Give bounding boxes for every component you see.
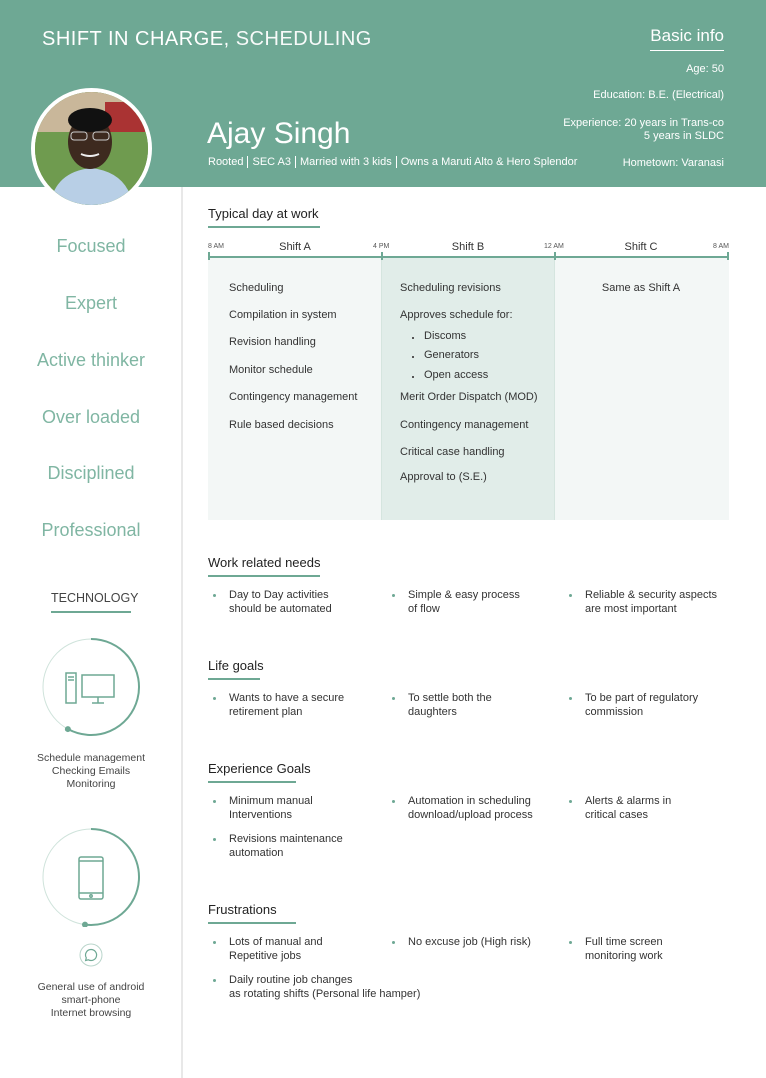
timeline-tick — [554, 252, 556, 260]
usage-line: Schedule management — [37, 752, 145, 764]
list-item-line: Minimum manual — [229, 795, 313, 807]
technology-heading: TECHNOLOGY — [51, 591, 131, 613]
list-item — [585, 588, 717, 616]
trait-4: Disciplined — [47, 463, 135, 483]
usage-dot — [82, 922, 88, 927]
list-item-line: Repetitive jobs — [229, 950, 302, 962]
shift-b-task: Scheduling revisions — [400, 282, 501, 294]
timeline-tick — [727, 252, 729, 260]
list-item — [229, 691, 344, 719]
persona-tags — [208, 156, 577, 168]
tag: SEC A3 — [247, 156, 291, 168]
desktop-computer-icon — [66, 673, 114, 703]
list-item-line: Daily routine job changes — [229, 974, 353, 986]
list-item-line: Automation in scheduling — [408, 795, 531, 807]
section-heading: Work related needs — [208, 555, 320, 577]
trait-2: Active thinker — [36, 350, 146, 370]
shift-a-task: Scheduling — [229, 282, 284, 294]
whatsapp-icon — [79, 943, 103, 967]
list-item-line: Reliable & security aspects — [585, 589, 718, 601]
usage-line: General use of android — [37, 981, 145, 993]
usage-line: Internet browsing — [50, 1007, 132, 1019]
list-item-line: Interventions — [229, 809, 292, 821]
time-label: 8 AM — [713, 243, 729, 250]
usage-arc — [68, 639, 139, 735]
shift-b-subtask: Open access — [424, 369, 489, 381]
list-item — [585, 794, 671, 822]
list-item — [408, 935, 531, 949]
usage-arc — [85, 829, 139, 925]
list-item-line: Lots of manual and — [229, 936, 323, 948]
section-heading: Experience Goals — [208, 761, 296, 783]
list-item-line: To settle both the — [408, 692, 492, 704]
age: Age: 50 — [686, 63, 724, 75]
trait-3: Over loaded — [41, 407, 141, 427]
shift-b-task: Approves schedule for: — [400, 309, 513, 321]
shift-c-panel — [555, 257, 729, 520]
shift-a-task: Compilation in system — [229, 309, 337, 321]
list-item — [229, 935, 323, 963]
section-heading: Life goals — [208, 658, 260, 680]
list-item — [585, 691, 698, 719]
list-item-line: daughters — [408, 706, 457, 718]
shift-a-task: Contingency management — [229, 391, 358, 403]
tag: Owns a Maruti Alto & Hero Splendor — [396, 156, 578, 168]
list-item — [408, 588, 520, 616]
list-item — [585, 935, 663, 963]
shift-c-task: Same as Shift A — [601, 282, 681, 294]
usage-line: Checking Emails — [51, 765, 131, 777]
time-label: 4 PM — [373, 243, 390, 250]
list-item-line: No excuse job (High risk) — [408, 936, 531, 948]
hometown: Hometown: Varanasi — [622, 157, 724, 169]
shift-a-task: Monitor schedule — [229, 364, 313, 376]
usage-line: Monitoring — [66, 778, 116, 790]
shift-a-task: Revision handling — [229, 336, 316, 348]
shift-label: Shift C — [624, 241, 658, 253]
list-item-line: of flow — [408, 603, 440, 615]
shift-b-task: Critical case handling — [400, 446, 505, 458]
list-item-line: download/upload process — [408, 809, 533, 821]
list-item — [229, 832, 343, 860]
experience-sldc: 5 years in SLDC — [643, 130, 724, 142]
list-item-line: are most important — [585, 603, 677, 615]
list-item-line: Alerts & alarms in — [585, 795, 672, 807]
persona-name: Ajay Singh — [207, 117, 351, 150]
list-item-line: should be automated — [229, 603, 332, 615]
shift-b-subtask: Generators — [424, 349, 480, 361]
tag: Married with 3 kids — [295, 156, 392, 168]
trait-1: Expert — [64, 293, 118, 313]
list-item-line: Day to Day activities — [229, 589, 329, 601]
shift-b-task: Merit Order Dispatch (MOD) — [400, 391, 538, 403]
list-item-line: retirement plan — [229, 706, 303, 718]
list-item-line: Revisions maintenance — [229, 833, 343, 845]
timeline-axis — [208, 256, 728, 258]
list-item-line: critical cases — [585, 809, 648, 821]
section-heading: Frustrations — [208, 902, 296, 924]
list-item-line: commission — [585, 706, 644, 718]
section-heading-typical-day: Typical day at work — [208, 206, 320, 228]
shift-a-panel — [208, 257, 381, 520]
list-item — [408, 691, 492, 719]
list-item-line: monitoring work — [585, 950, 663, 962]
list-item — [408, 794, 533, 822]
list-item — [229, 973, 420, 1001]
shift-b-subtask: Discoms — [424, 330, 467, 342]
usage-line: smart-phone — [61, 994, 121, 1006]
tag: Rooted — [208, 156, 244, 168]
education: Education: B.E. (Electrical) — [593, 89, 724, 101]
usage-dot — [65, 726, 71, 732]
list-item-line: To be part of regulatory — [585, 692, 699, 704]
shift-label: Shift A — [279, 241, 311, 253]
list-item — [229, 588, 332, 616]
shift-a-task: Rule based decisions — [229, 419, 334, 431]
list-item-line: Simple & easy process — [408, 589, 520, 601]
role-title: SHIFT IN CHARGE, — [42, 28, 230, 50]
timeline-tick — [381, 252, 383, 260]
tech-usage-computer — [0, 752, 182, 791]
trait-0: Focused — [56, 236, 126, 256]
list-item-line: Wants to have a secure — [229, 692, 345, 704]
time-label: 12 AM — [544, 243, 564, 250]
smartphone-icon — [79, 857, 103, 899]
tech-usage-ring-computer — [41, 637, 141, 737]
shift-label: Shift B — [451, 241, 485, 253]
basic-info-heading: Basic info — [650, 26, 724, 51]
trait-5: Professional — [41, 520, 141, 540]
list-item-line: automation — [229, 847, 284, 859]
experience: Experience: 20 years in Trans-co — [563, 117, 724, 129]
time-label: 8 AM — [208, 243, 224, 250]
tech-usage-ring-phone — [41, 827, 141, 927]
sidebar-divider — [181, 187, 183, 1078]
timeline-tick — [208, 252, 210, 260]
list-item-line: Full time screen — [585, 936, 663, 948]
list-item — [229, 794, 313, 822]
list-item-line: as rotating shifts (Personal life hamper) — [229, 988, 421, 1000]
tech-usage-phone — [0, 981, 182, 1020]
shift-b-task: Contingency management — [400, 419, 529, 431]
persona-role — [42, 28, 372, 51]
shift-b-task: Approval to (S.E.) — [400, 471, 487, 483]
role-department: SCHEDULING — [229, 28, 372, 50]
avatar — [31, 88, 152, 209]
